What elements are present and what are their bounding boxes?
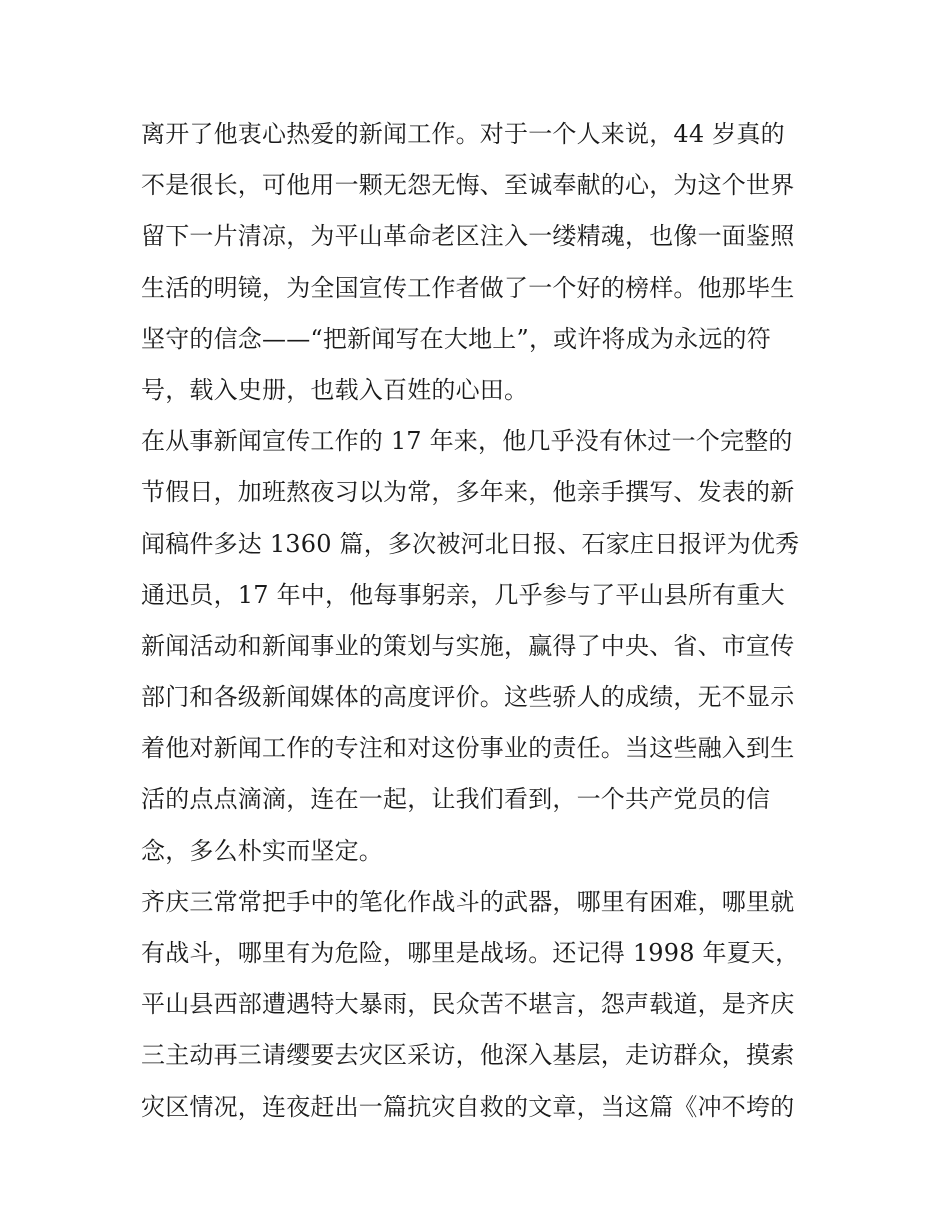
text-line-11: 新闻活动和新闻事业的策划与实施，赢得了中央、省、市宣传 — [141, 631, 795, 660]
text-line-19: 三主动再三请缨要去灾区采访，他深入基层，走访群众，摸索 — [141, 1041, 795, 1070]
text-line-3: 留下一片清凉，为平山革命老区注入一缕精魂，也像一面鉴照 — [141, 222, 795, 251]
text-line-10: 通迅员，17 年中，他每事躬亲，几乎参与了平山县所有重大 — [141, 580, 785, 609]
text-line-12: 部门和各级新闻媒体的高度评价。这些骄人的成绩，无不显示 — [141, 683, 795, 712]
text-line-20: 灾区情况，连夜赶出一篇抗灾自救的文章，当这篇《冲不垮的 — [141, 1092, 795, 1121]
text-line-1: 离开了他衷心热爱的新闻工作。对于一个人来说，44 岁真的 — [141, 120, 785, 148]
text-line-8: 节假日，加班熬夜习以为常，多年来，他亲手撰写、发表的新 — [141, 478, 795, 507]
text-line-2: 不是很长，可他用一颗无怨无悔、至诚奉献的心，为这个世界 — [141, 171, 795, 200]
text-line-13: 着他对新闻工作的专注和对这份事业的责任。当这些融入到生 — [141, 734, 795, 763]
text-line-5: 坚守的信念——“把新闻写在大地上”，或许将成为永远的符 — [141, 324, 771, 353]
text-line-17: 有战斗，哪里有为危险，哪里是战场。还记得 1998 年夏天， — [141, 939, 800, 967]
text-line-14: 活的点点滴滴，连在一起，让我们看到，一个共产党员的信 — [141, 785, 771, 814]
text-line-6: 号，载入史册，也载入百姓的心田。 — [141, 375, 529, 404]
text-line-9: 闻稿件多达 1360 篇，多次被河北日报、石家庄日报评为优秀 — [141, 529, 800, 558]
body-text — [141, 109, 821, 1133]
text-line-16: 齐庆三常常把手中的笔化作战斗的武器，哪里有困难，哪里就 — [141, 887, 795, 916]
text-line-7: 在从事新闻宣传工作的 17 年来，他几乎没有休过一个完整的 — [141, 427, 793, 456]
text-line-15: 念，多么朴实而坚定。 — [141, 836, 383, 865]
text-line-4: 生活的明镜，为全国宣传工作者做了一个好的榜样。他那毕生 — [141, 273, 795, 302]
text-line-18: 平山县西部遭遇特大暴雨，民众苦不堪言，怨声载道，是齐庆 — [141, 990, 795, 1019]
